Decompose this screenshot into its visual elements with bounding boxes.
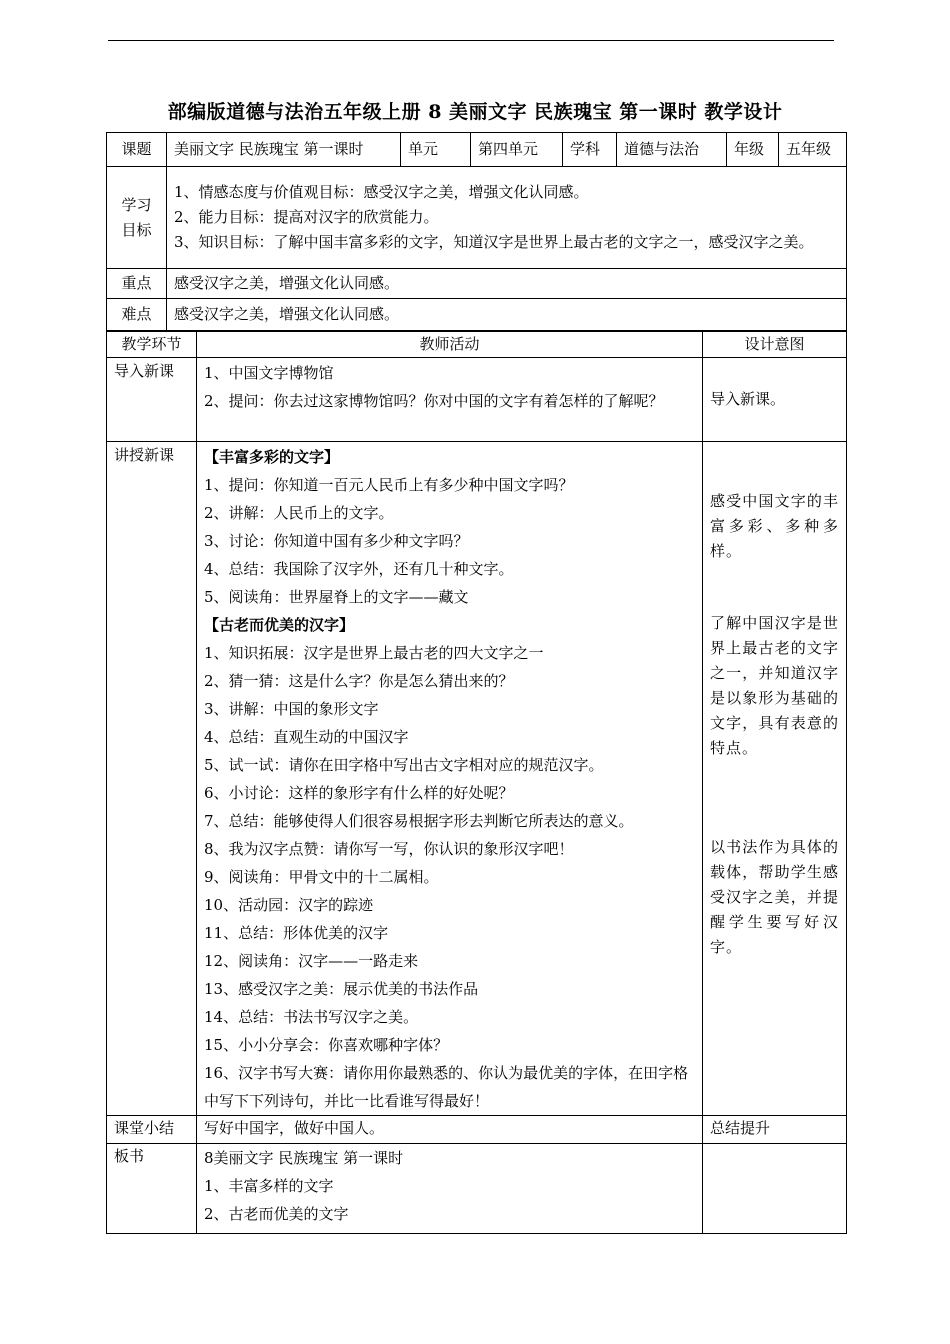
activity-item: 3、讨论：你知道中国有多少种文字吗？ <box>204 532 469 550</box>
objectives-label-line1: 学习 <box>121 195 152 214</box>
lesson-activities <box>197 442 703 1116</box>
intro-activities <box>197 358 703 442</box>
activity-item: 1、提问：你知道一百元人民币上有多少种中国文字吗？ <box>204 476 574 494</box>
summary-activity: 写好中国字，做好中国人。 <box>197 1116 703 1144</box>
activity-item: 10、活动园：汉字的踪迹 <box>204 896 374 914</box>
header-activity: 教师活动 <box>197 332 703 358</box>
activity-item: 5、试一试：请你在田字格中写出古文字相对应的规范汉字。 <box>204 756 604 774</box>
objective-item: 2、能力目标：提高对汉字的欣赏能力。 <box>174 208 439 226</box>
key-point-row <box>107 269 847 299</box>
key-point-label: 重点 <box>107 269 167 299</box>
activity-item: 12、阅读角：汉字——一路走来 <box>204 952 419 970</box>
board-intent <box>703 1144 847 1234</box>
section-title: 【丰富多彩的文字】 <box>204 448 340 466</box>
activity-item: 3、讲解：中国的象形文字 <box>204 700 379 718</box>
board-line: 1、丰富多样的文字 <box>204 1177 334 1195</box>
objectives-content <box>167 167 847 269</box>
section-title: 【古老而优美的汉字】 <box>204 616 355 634</box>
board-line: 2、古老而优美的文字 <box>204 1205 349 1223</box>
difficulty-value: 感受汉字之美，增强文化认同感。 <box>167 299 847 331</box>
summary-intent: 总结提升 <box>703 1116 847 1144</box>
board-line: 8美丽文字 民族瑰宝 第一课时 <box>204 1149 404 1167</box>
topic-value: 美丽文字 民族瑰宝 第一课时 <box>167 133 401 167</box>
topic-label: 课题 <box>107 133 167 167</box>
grade-value: 五年级 <box>779 133 847 167</box>
activity-item: 4、总结：直观生动的中国汉字 <box>204 728 409 746</box>
intent-item: 了解中国汉字是世界上最古老的文字之一，并知道汉字是以象形为基础的文字，具有表意的特点。 <box>710 614 839 757</box>
objective-item: 3、知识目标：了解中国丰富多彩的文字，知道汉字是世界上最古老的文字之一，感受汉字之美。 <box>174 233 814 251</box>
activity-item: 6、小讨论：这样的象形字有什么样的好处呢？ <box>204 784 514 802</box>
objectives-label <box>107 167 167 269</box>
activity-item: 1、中国文字博物馆 <box>204 364 334 382</box>
unit-value: 第四单元 <box>471 133 563 167</box>
activity-item: 8、我为汉字点赞：请你写一写，你认识的象形汉字吧！ <box>204 840 574 858</box>
intro-row <box>107 358 847 442</box>
lesson-stage: 讲授新课 <box>107 442 197 1116</box>
header-rule <box>108 40 834 41</box>
info-row <box>107 133 847 167</box>
activity-item: 1、知识拓展：汉字是世界上最古老的四大文字之一 <box>204 644 544 662</box>
activity-item: 15、小小分享会：你喜欢哪种字体？ <box>204 1036 449 1054</box>
activity-item: 5、阅读角：世界屋脊上的文字——藏文 <box>204 588 469 606</box>
intent-item: 感受中国文字的丰富多彩、多种多样。 <box>710 492 839 560</box>
activity-item: 7、总结：能够使得人们很容易根据字形去判断它所表达的意义。 <box>204 812 634 830</box>
activity-item: 13、感受汉字之美：展示优美的书法作品 <box>204 980 479 998</box>
lesson-intents <box>703 442 847 1116</box>
board-content <box>197 1144 703 1234</box>
objectives-row <box>107 167 847 269</box>
activity-item: 2、猜一猜：这是什么字？你是怎么猜出来的？ <box>204 672 514 690</box>
teaching-process-table <box>106 331 847 1234</box>
activity-item: 9、阅读角：甲骨文中的十二属相。 <box>204 868 439 886</box>
activity-item: 2、提问：你去过这家博物馆吗？你对中国的文字有着怎样的了解呢？ <box>204 392 664 410</box>
activity-item: 11、总结：形体优美的汉字 <box>204 924 389 942</box>
activity-item: 16、汉字书写大赛：请你用你最熟悉的、你认为最优美的字体，在田字格中写下下列诗句，并比一比看谁写得最好！ <box>204 1064 689 1110</box>
grade-label: 年级 <box>727 133 779 167</box>
objectives-label-line2: 目标 <box>121 220 152 239</box>
header-intent: 设计意图 <box>703 332 847 358</box>
unit-label: 单元 <box>401 133 471 167</box>
lesson-info-table <box>106 132 847 331</box>
board-stage: 板书 <box>107 1144 197 1234</box>
process-header-row <box>107 332 847 358</box>
intro-stage: 导入新课 <box>107 358 197 442</box>
summary-stage: 课堂小结 <box>107 1116 197 1144</box>
difficulty-label: 难点 <box>107 299 167 331</box>
activity-item: 14、总结：书法书写汉字之美。 <box>204 1008 419 1026</box>
intro-intent: 导入新课。 <box>703 358 847 442</box>
activity-item: 4、总结：我国除了汉字外，还有几十种文字。 <box>204 560 514 578</box>
intent-item: 以书法作为具体的载体，帮助学生感受汉字之美，并提醒学生要写好汉字。 <box>710 838 839 956</box>
subject-label: 学科 <box>563 133 617 167</box>
header-stage: 教学环节 <box>107 332 197 358</box>
lesson-row <box>107 442 847 1116</box>
document-title: 部编版道德与法治五年级上册 8 美丽文字 民族瑰宝 第一课时 教学设计 <box>167 101 783 123</box>
difficulty-row <box>107 299 847 331</box>
board-row <box>107 1144 847 1234</box>
subject-value: 道德与法治 <box>617 133 727 167</box>
summary-row <box>107 1116 847 1144</box>
objective-item: 1、情感态度与价值观目标：感受汉字之美，增强文化认同感。 <box>174 183 589 201</box>
key-point-value: 感受汉字之美，增强文化认同感。 <box>167 269 847 299</box>
activity-item: 2、讲解：人民币上的文字。 <box>204 504 394 522</box>
